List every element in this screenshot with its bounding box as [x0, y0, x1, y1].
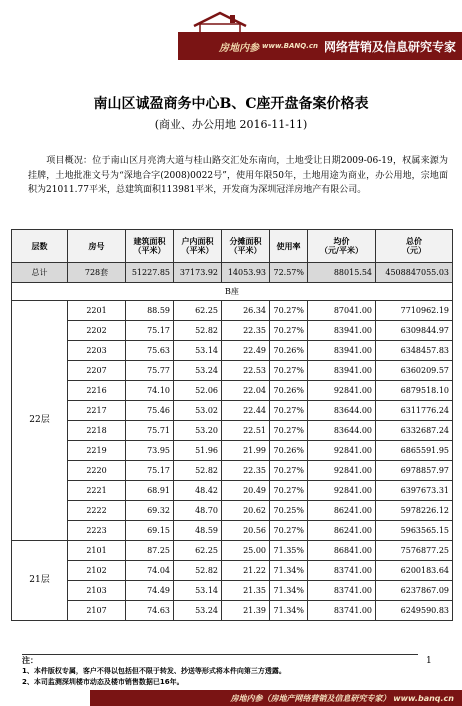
room-number: 2217	[68, 401, 126, 421]
project-overview	[28, 154, 448, 198]
table-cell: 51.96	[174, 441, 222, 461]
column-header: 层数	[12, 230, 68, 263]
room-number: 2221	[68, 481, 126, 501]
table-cell: 70.26%	[270, 441, 308, 461]
table-cell: 83644.00	[308, 401, 376, 421]
document-title: 南山区诚盈商务中心B、C座开盘备案价格表	[93, 96, 369, 112]
table-cell: 6309844.97	[376, 321, 453, 341]
table-cell: 6311776.24	[376, 401, 453, 421]
table-cell: 53.24	[174, 361, 222, 381]
table-cell: 6865591.95	[376, 441, 453, 461]
table-cell: 6237867.09	[376, 581, 453, 601]
floor-label: 22层	[12, 301, 68, 541]
table-cell: 22.53	[222, 361, 270, 381]
header-banner	[0, 0, 462, 70]
table-cell: 20.62	[222, 501, 270, 521]
table-row	[12, 401, 453, 421]
table-cell: 5978226.12	[376, 501, 453, 521]
total-avg-price: 88015.54	[308, 263, 376, 283]
table-cell: 62.25	[174, 541, 222, 561]
table-cell: 7710962.19	[376, 301, 453, 321]
column-header: 户内面积 （平米）	[174, 230, 222, 263]
room-number: 2102	[68, 561, 126, 581]
table-cell: 70.27%	[270, 421, 308, 441]
table-cell: 70.26%	[270, 341, 308, 361]
table-cell: 70.26%	[270, 381, 308, 401]
column-header: 分摊面积 （平米）	[222, 230, 270, 263]
table-cell: 6200183.64	[376, 561, 453, 581]
notes-line-2: 2、本司监测深圳楼市动态及楼市销售数据已16年。	[22, 678, 184, 686]
table-cell: 52.82	[174, 561, 222, 581]
table-cell: 20.49	[222, 481, 270, 501]
table-cell: 75.71	[126, 421, 174, 441]
table-cell: 21.99	[222, 441, 270, 461]
table-cell: 6879518.10	[376, 381, 453, 401]
table-cell: 53.02	[174, 401, 222, 421]
table-cell: 70.25%	[270, 501, 308, 521]
table-cell: 25.00	[222, 541, 270, 561]
table-cell: 22.44	[222, 401, 270, 421]
table-cell: 71.34%	[270, 581, 308, 601]
room-number: 2107	[68, 601, 126, 621]
table-cell: 71.34%	[270, 601, 308, 621]
total-shared-area: 14053.93	[222, 263, 270, 283]
banner-bar	[178, 32, 462, 60]
table-cell: 20.56	[222, 521, 270, 541]
room-number: 2101	[68, 541, 126, 561]
table-cell: 70.27%	[270, 401, 308, 421]
footer-bar	[90, 690, 462, 706]
table-cell: 7576877.25	[376, 541, 453, 561]
table-cell: 74.49	[126, 581, 174, 601]
total-inner-area: 37173.92	[174, 263, 222, 283]
table-cell: 83741.00	[308, 581, 376, 601]
table-header-row	[12, 230, 453, 263]
table-cell: 75.17	[126, 461, 174, 481]
column-header: 均价 （元/平米）	[308, 230, 376, 263]
table-cell: 6249590.83	[376, 601, 453, 621]
total-total-price: 4508847055.03	[376, 263, 453, 283]
table-cell: 83741.00	[308, 601, 376, 621]
table-cell: 87.25	[126, 541, 174, 561]
table-cell: 70.27%	[270, 461, 308, 481]
section-row	[12, 283, 453, 301]
banner-url[interactable]: www.BANQ.cn	[262, 42, 318, 50]
table-row	[12, 341, 453, 361]
banner-slogan: 网络营销及信息研究专家	[323, 39, 456, 54]
room-number: 2219	[68, 441, 126, 461]
column-header: 总价 （元）	[376, 230, 453, 263]
table-cell: 87041.00	[308, 301, 376, 321]
total-row	[12, 263, 453, 283]
table-cell: 68.91	[126, 481, 174, 501]
table-row	[12, 461, 453, 481]
table-row	[12, 361, 453, 381]
overview-text: 项目概况：位于南山区月亮湾大道与桂山路交汇处东南向，土地受让日期2009-06-19，权属来源为挂牌，土地批准文号为“深地合字(2008)0022号”，使用年限50年，土地用途为商业，办公用地，宗地面积为21011.77平米，总建筑面积113981平米，开发商为深圳冠洋房地产有限公司。	[28, 156, 448, 195]
table-cell: 52.82	[174, 461, 222, 481]
table-cell: 70.27%	[270, 521, 308, 541]
table-cell: 70.27%	[270, 321, 308, 341]
table-cell: 83741.00	[308, 561, 376, 581]
table-cell: 86241.00	[308, 501, 376, 521]
table-cell: 48.59	[174, 521, 222, 541]
table-cell: 75.63	[126, 341, 174, 361]
table-cell: 74.63	[126, 601, 174, 621]
table-row	[12, 321, 453, 341]
table-row	[12, 301, 453, 321]
table-row	[12, 501, 453, 521]
table-cell: 6978857.97	[376, 461, 453, 481]
table-cell: 62.25	[174, 301, 222, 321]
table-row	[12, 601, 453, 621]
room-number: 2203	[68, 341, 126, 361]
table-cell: 92841.00	[308, 381, 376, 401]
table-cell: 6332687.24	[376, 421, 453, 441]
table-cell: 74.10	[126, 381, 174, 401]
table-cell: 92841.00	[308, 441, 376, 461]
total-build-area: 51227.85	[126, 263, 174, 283]
table-cell: 22.35	[222, 321, 270, 341]
table-cell: 70.27%	[270, 481, 308, 501]
room-number: 2201	[68, 301, 126, 321]
table-cell: 48.42	[174, 481, 222, 501]
table-cell: 92841.00	[308, 481, 376, 501]
table-cell: 6397673.31	[376, 481, 453, 501]
table-cell: 52.82	[174, 321, 222, 341]
room-number: 2220	[68, 461, 126, 481]
table-row	[12, 421, 453, 441]
table-row	[12, 481, 453, 501]
table-row	[12, 541, 453, 561]
table-cell: 21.39	[222, 601, 270, 621]
document-subtitle: (商业、办公用地 2016-11-11)	[154, 118, 308, 131]
table-cell: 22.51	[222, 421, 270, 441]
notes-title: 注：	[22, 656, 38, 665]
column-header: 房号	[68, 230, 126, 263]
room-number: 2207	[68, 361, 126, 381]
table-cell: 86241.00	[308, 521, 376, 541]
table-cell: 75.77	[126, 361, 174, 381]
total-label: 总计	[12, 263, 68, 283]
table-cell: 83941.00	[308, 361, 376, 381]
section-label: B座	[12, 283, 453, 301]
table-cell: 53.20	[174, 421, 222, 441]
room-number: 2218	[68, 421, 126, 441]
page-number: 1	[426, 656, 432, 666]
table-cell: 53.14	[174, 581, 222, 601]
room-number: 2222	[68, 501, 126, 521]
table-cell: 75.17	[126, 321, 174, 341]
table-cell: 70.27%	[270, 361, 308, 381]
notes	[22, 654, 418, 691]
table-cell: 22.35	[222, 461, 270, 481]
total-rooms: 728套	[68, 263, 126, 283]
column-header: 使用率	[270, 230, 308, 263]
column-header: 建筑面积 （平米）	[126, 230, 174, 263]
table-cell: 21.22	[222, 561, 270, 581]
table-cell: 6348457.83	[376, 341, 453, 361]
table-row	[12, 581, 453, 601]
room-number: 2103	[68, 581, 126, 601]
table-cell: 22.49	[222, 341, 270, 361]
table-cell: 69.15	[126, 521, 174, 541]
notes-line-1: 1、本件版权专属，客户不得以包括但不限于转发、抄送等形式将本件向第三方透露。	[22, 667, 286, 675]
table-row	[12, 441, 453, 461]
table-cell: 75.46	[126, 401, 174, 421]
table-cell: 73.95	[126, 441, 174, 461]
table-cell: 21.35	[222, 581, 270, 601]
total-usage-rate: 72.57%	[270, 263, 308, 283]
table-cell: 26.34	[222, 301, 270, 321]
table-cell: 22.04	[222, 381, 270, 401]
table-cell: 71.34%	[270, 561, 308, 581]
table-cell: 86841.00	[308, 541, 376, 561]
table-cell: 74.04	[126, 561, 174, 581]
table-cell: 70.27%	[270, 301, 308, 321]
table-cell: 88.59	[126, 301, 174, 321]
footer-text: 房地内参（房地产网络营销及信息研究专家） www.banq.cn	[230, 693, 454, 703]
floor-label: 21层	[12, 541, 68, 621]
price-table	[11, 229, 453, 621]
table-cell: 48.70	[174, 501, 222, 521]
banner-brand: 房地内参	[219, 42, 260, 54]
table-cell: 83644.00	[308, 421, 376, 441]
table-cell: 52.06	[174, 381, 222, 401]
table-row	[12, 521, 453, 541]
table-row	[12, 561, 453, 581]
table-cell: 71.35%	[270, 541, 308, 561]
table-cell: 53.14	[174, 341, 222, 361]
table-cell: 6360209.57	[376, 361, 453, 381]
room-number: 2202	[68, 321, 126, 341]
room-number: 2216	[68, 381, 126, 401]
table-cell: 92841.00	[308, 461, 376, 481]
table-cell: 5963565.15	[376, 521, 453, 541]
table-cell: 83941.00	[308, 341, 376, 361]
table-row	[12, 381, 453, 401]
table-cell: 69.32	[126, 501, 174, 521]
table-cell: 53.24	[174, 601, 222, 621]
room-number: 2223	[68, 521, 126, 541]
table-cell: 83941.00	[308, 321, 376, 341]
